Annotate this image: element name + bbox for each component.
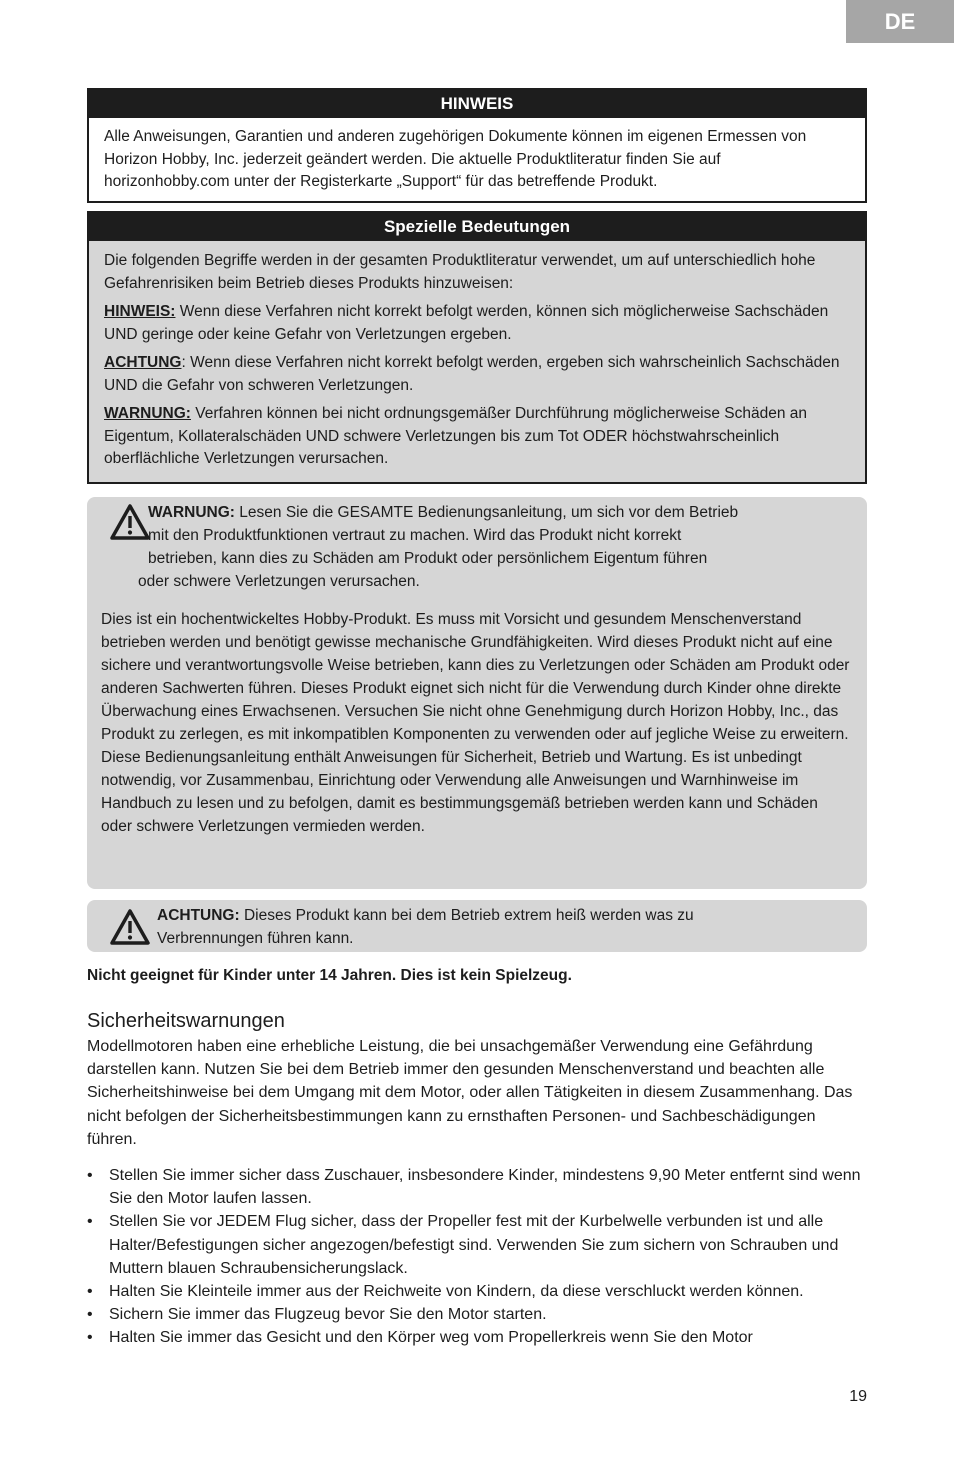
hinweis-title: HINWEIS [89,90,865,118]
warning-paragraph: Dies ist ein hochentwickeltes Hobby-Produkt. Es muss mit Vorsicht und gesundem Menschenverstand betrieben werden und benötigt gewisse mechanische Grundfähigkeiten. Wird dieses Produkt nicht auf eine sichere und verantwortungsvolle Weise betrieben, kann dies zu Verletzungen oder Schäden am Produkt oder anderen Sachwerten führen. Dieses Produkt eignet sich nicht für die Verwendung durch Kinder ohne direkte Überwachung eines Erwachsenen. Versuchen Sie nicht ohne Genehmigung durch Horizon Hobby, Inc., das Produkt zu zerlegen, es mit inkompatiblen Komponenten zu verwenden oder auf jegliche Weise zu erweitern. Diese Bedienungsanleitung enthält Anweisungen für Sicherheit, Betrieb und Wartung. Es ist unbedingt notwendig, vor Zusammenbau, Einrichtung oder Verwendung alle Anweisungen und Warnhinweise im Handbuch zu lesen und zu befolgen, damit es bestimmungsgemäß betrieben werden kann und Schäden oder schwere Verletzungen vermieden werden. [101,611,850,835]
page-number: 19 [849,1388,867,1405]
list-item: • Stellen Sie vor JEDEM Flug sicher, dass der Propeller fest mit der Kurbelwelle verbunden ist und alle Halter/Befestigungen sicher angezogen/befestigt sind. Verwenden Sie zum sichern von Schrauben und Muttern blauen Schraubensicherungslack. [87,1210,867,1280]
warning-line: betrieben, kann dies zu Schäden am Produkt oder persönlichem Eigentum führen [148,550,708,567]
meanings-box [87,211,867,484]
term-warnung: WARNUNG: [104,405,191,422]
warning-label: WARNUNG: [148,504,235,521]
warning-line: mit den Produktfunktionen vertraut zu machen. Wird das Produkt nicht korrekt [148,527,682,544]
meaning-item-warnung [104,403,850,471]
language-tab: DE [846,0,954,43]
caution-label: ACHTUNG: [157,907,240,924]
meaning-text: : Wenn diese Verfahren nicht korrekt befolgt werden, ergeben sich wahrscheinlich Sachschäden UND die Gefahr von schweren Verletzungen. [104,354,840,394]
meanings-title: Spezielle Bedeutungen [89,213,865,241]
caution-text [157,904,787,950]
warning-triangle-icon [109,503,151,541]
warning-triangle-icon [109,908,151,946]
safety-bullet-list [87,1164,867,1350]
caution-line-text: Dieses Produkt kann bei dem Betrieb extrem heiß werden was zu Verbrennungen führen kann. [157,907,694,947]
hinweis-text: Alle Anweisungen, Garantien und anderen zugehörigen Dokumente können im eigenen Ermessen von Horizon Hobby, Inc. jederzeit geändert werden. Die aktuelle Produktliteratur finden Sie auf horizonhobby.com unter der Registerkarte „Support“ für das betreffende Produkt. [104,128,807,190]
list-item: • Halten Sie Kleinteile immer aus der Reichweite von Kindern, da diese verschluckt werden können. [87,1280,867,1303]
list-item: • Halten Sie immer das Gesicht und den Körper weg vom Propellerkreis wenn Sie den Motor [87,1326,867,1349]
term-achtung: ACHTUNG [104,354,182,371]
warning-line [148,501,848,524]
list-item: • Stellen Sie immer sicher dass Zuschauer, insbesondere Kinder, mindestens 9,90 Meter entfernt sind wenn Sie den Motor laufen lassen. [87,1164,867,1210]
term-hinweis: HINWEIS: [104,303,176,320]
warning-text [138,501,848,593]
warning-line-text: Lesen Sie die GESAMTE Bedienungsanleitung, um sich vor dem Betrieb [234,504,739,521]
caution-panel [87,900,867,952]
meaning-text: Wenn diese Verfahren nicht korrekt befolgt werden, können sich möglicherweise Sachschäden UND geringe oder keine Gefahr von Verletzungen ergeben. [104,303,829,343]
meanings-intro: Die folgenden Begriffe werden in der gesamten Produktliteratur verwendet, um auf unterschiedlich hohe Gefahrenrisiken beim Betrieb dieses Produkts hinzuweisen: [104,252,816,292]
meaning-item-hinweis [104,301,850,346]
meaning-text: Verfahren können bei nicht ordnungsgemäßer Durchführung möglicherweise Schäden an Eigentum, Kollateralschäden UND schwere Verletzungen bis zum Tot ODER höchstwahrscheinlich oberflächliche Verletzungen verursachen. [104,405,808,467]
meaning-item-achtung [104,352,850,397]
section-body: Modellmotoren haben eine erhebliche Leistung, die bei unsachgemäßer Verwendung eine Gefährdung darstellen kann. Nutzen Sie bei dem Betrieb immer den gesunden Menschenverstand und beachten alle Sicherheitshinweise bei dem Umgang mit dem Motor, oder allen Tätigkeiten in diesem Zusammenhang. Das nicht befolgen der Sicherheitsbestimmungen kann zu ernsthaften Personen- und Sachbeschädigungen führen. [87,1038,853,1148]
hinweis-box [87,88,867,203]
warning-line: oder schwere Verletzungen verursachen. [138,573,420,590]
section-title: Sicherheitswarnungen [87,1010,285,1032]
age-notice: Nicht geeignet für Kinder unter 14 Jahren. Dies ist kein Spielzeug. [87,967,572,984]
list-item: • Sichern Sie immer das Flugzeug bevor Sie den Motor starten. [87,1303,867,1326]
warning-panel [87,497,867,889]
